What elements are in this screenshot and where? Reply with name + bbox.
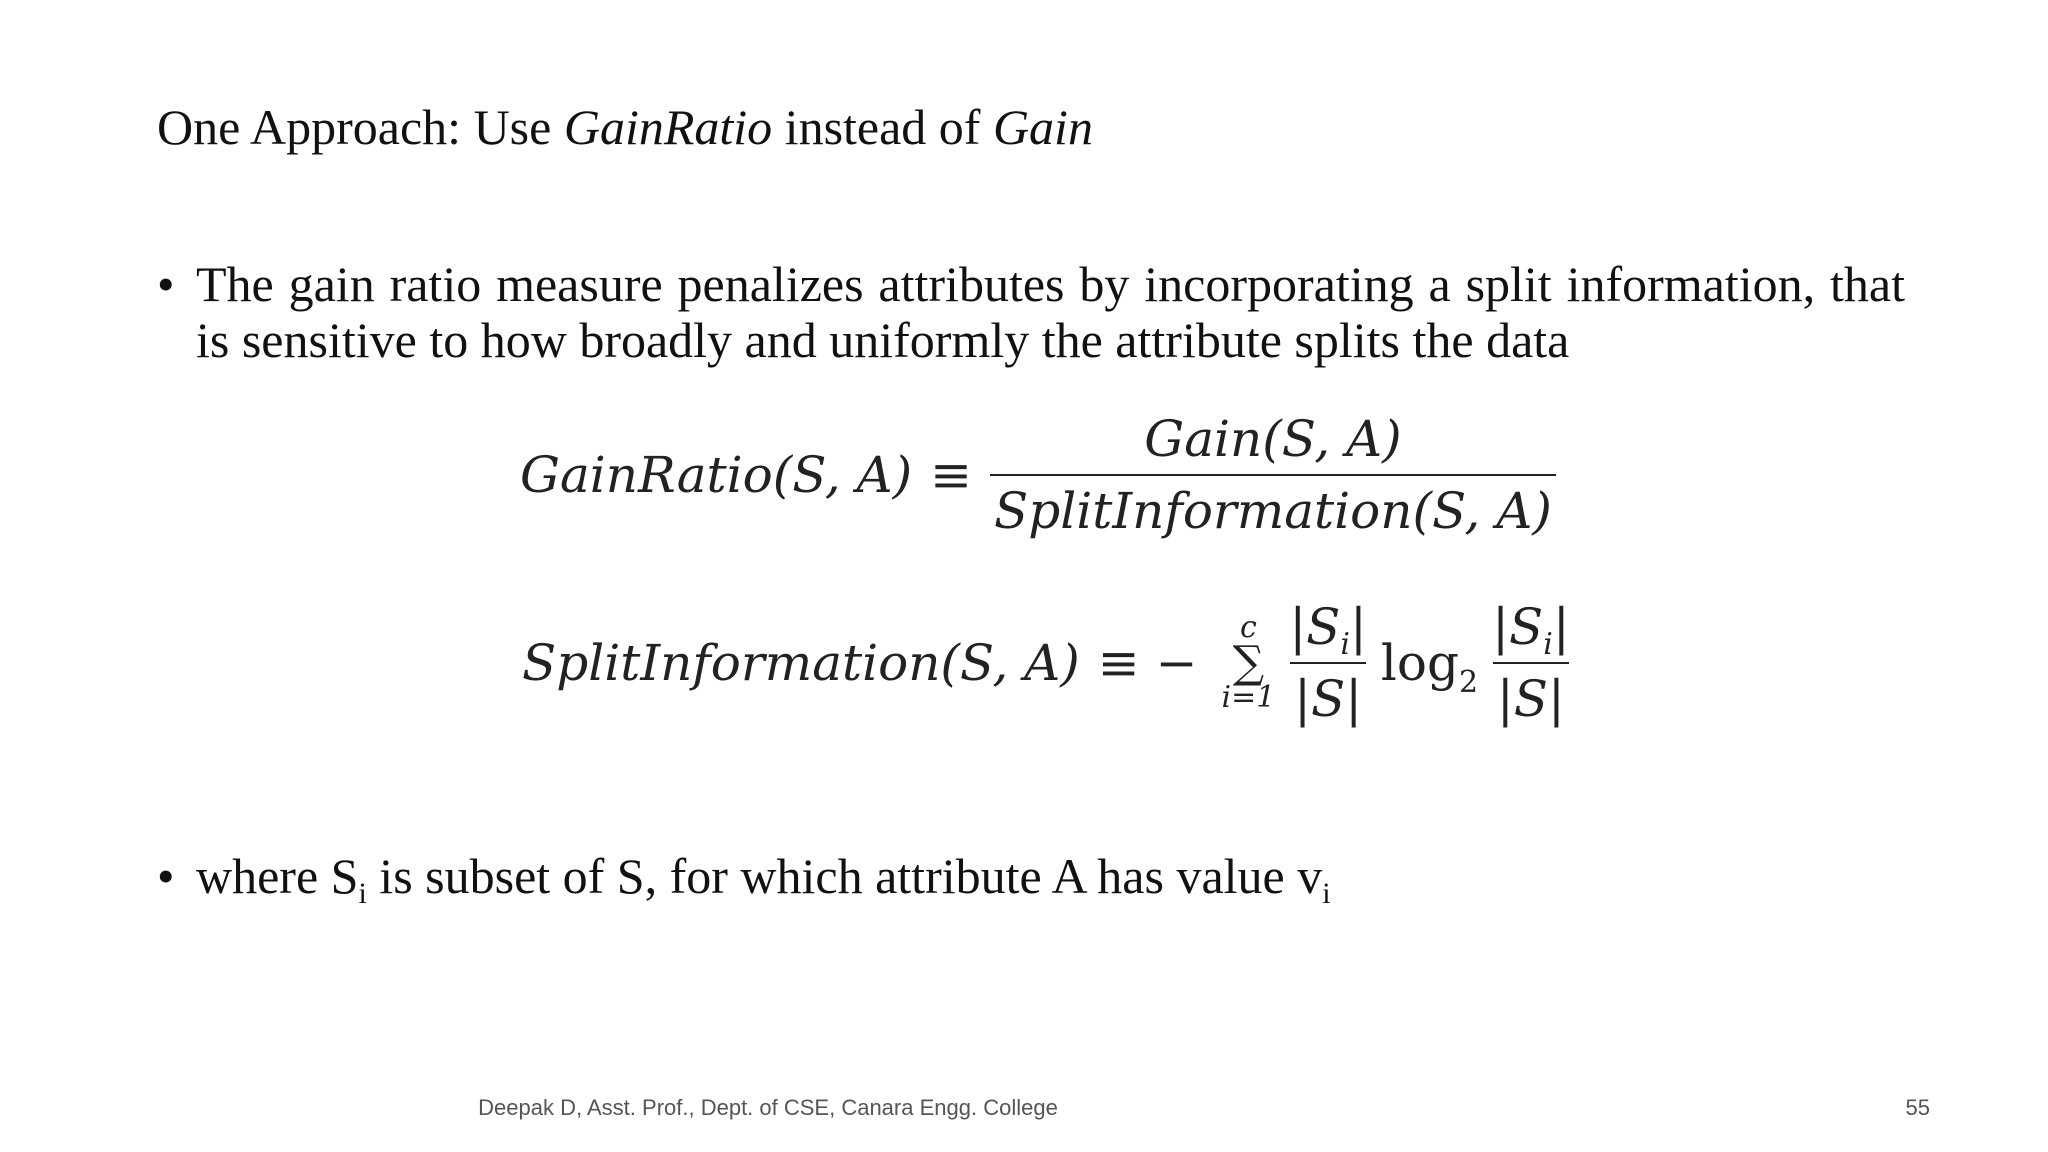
page-number: 55: [1905, 1095, 1930, 1120]
equation1-fraction: [990, 410, 1556, 540]
equation1-operator: ≡: [930, 446, 973, 504]
equation2-lhs: SplitInformation(S, A): [522, 634, 1080, 692]
gain-ratio-equation: [520, 400, 1556, 550]
summation-lower-limit: i=1: [1221, 680, 1276, 715]
summation-upper-limit: c: [1239, 610, 1257, 645]
equation1-numerator: Gain(S, A): [1144, 410, 1402, 468]
log-base-2: $\log_2$: [1380, 634, 1479, 700]
bullet-marker: •: [157, 848, 175, 904]
bullet-text: The gain ratio measure penalizes attributes by incorporating a split information, that is sensitive to how broadly and uniformly the attribute splits the data: [196, 256, 1905, 368]
equation1-denominator: SplitInformation(S, A): [990, 474, 1556, 540]
equation1-lhs: GainRatio(S, A): [520, 446, 913, 504]
slide-footer: Deepak D, Asst. Prof., Dept. of CSE, Canara Engg. College: [478, 1095, 1058, 1120]
title-italic-gainratio: GainRatio: [563, 99, 773, 155]
title-prefix: One Approach: Use: [157, 99, 564, 155]
summation: [1221, 610, 1276, 715]
fraction2-denominator: |S|: [1493, 662, 1569, 728]
title-middle: instead of: [772, 99, 993, 155]
bullet-marker: •: [157, 256, 175, 312]
equation2-fraction-1: [1285, 598, 1371, 728]
fraction1-denominator: |S|: [1290, 662, 1366, 728]
bullet-subset-definition: [157, 848, 1557, 910]
bullet-text: where $S_i$ is subset of S, for which attribute A has value $v_i$: [196, 848, 1331, 910]
equation2-fraction-2: [1488, 598, 1574, 728]
summation-sigma-icon: ∑: [1232, 637, 1265, 688]
bullet-gain-ratio-description: [157, 256, 1905, 368]
fraction2-numerator: $|S_i|$: [1492, 598, 1570, 662]
slide-title: [157, 97, 1093, 157]
fraction1-numerator: $|S_i|$: [1289, 598, 1367, 662]
title-italic-gain: Gain: [992, 99, 1093, 155]
split-information-equation: [522, 588, 1574, 738]
equation2-operator: ≡ −: [1097, 634, 1198, 692]
